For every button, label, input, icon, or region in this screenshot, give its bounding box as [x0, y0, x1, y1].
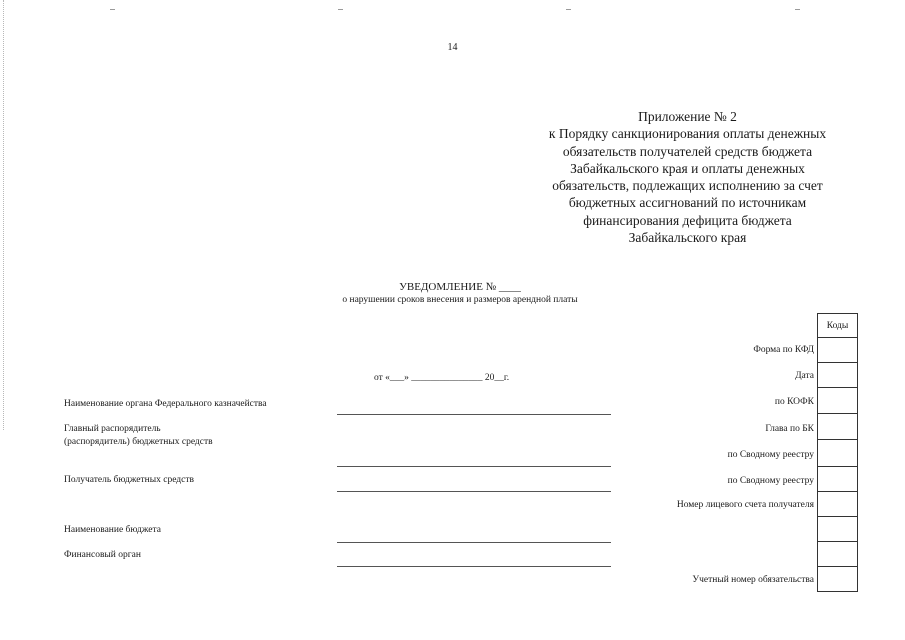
finance-underline: [337, 566, 611, 567]
page-number: 14: [447, 42, 458, 53]
code-cell-empty-1: [817, 516, 858, 542]
treasury-underline: [337, 414, 611, 415]
recipient-underline: [337, 491, 611, 492]
manager-label: Главный распорядитель: [64, 424, 161, 434]
scan-mark: [795, 9, 800, 10]
treasury-label: Наименование органа Федерального казначейства: [64, 399, 267, 409]
code-cell-registry-2: [817, 466, 858, 492]
obligation-label: Учетный номер обязательства: [692, 575, 814, 585]
code-cell-registry-1: [817, 439, 858, 467]
code-cell-kofk: [817, 387, 858, 414]
recipient-label: Получатель бюджетных средств: [64, 475, 194, 485]
kofk-label: по КОФК: [774, 397, 814, 407]
appendix-line: Приложение № 2: [638, 109, 737, 124]
bk-label: Глава по БК: [765, 424, 814, 434]
codes-header-cell: [817, 313, 858, 338]
code-cell-form: [817, 337, 858, 363]
appendix-header: [530, 108, 845, 246]
date-line: от «___» _______________ 20__г.: [374, 373, 510, 383]
appendix-line: финансирования дефицита бюджета: [583, 212, 792, 228]
code-cell-bk: [817, 413, 858, 440]
appendix-line: к Порядку санкционирования оплаты денежных: [548, 126, 827, 142]
registry-label-2: по Сводному реестру: [727, 476, 814, 486]
finance-label: Финансовый орган: [64, 550, 141, 560]
appendix-line: бюджетных ассигнований по источникам: [568, 195, 807, 211]
code-cell-obligation: [817, 566, 858, 592]
scan-edge: [3, 0, 5, 430]
code-cell-empty-2: [817, 541, 858, 567]
budget-label: Наименование бюджета: [64, 525, 161, 535]
appendix-line: обязательств получателей средств бюджета: [562, 143, 813, 159]
document-subtitle: о нарушении сроков внесения и размеров арендной платы: [342, 295, 578, 305]
scan-mark: [110, 9, 115, 10]
form-label: Форма по КФД: [753, 345, 814, 355]
manager-underline: [337, 466, 611, 467]
account-label: Номер лицевого счета получателя: [676, 500, 814, 510]
scan-mark: [566, 9, 571, 10]
scan-mark: [338, 9, 343, 10]
appendix-line: Забайкальского края и оплаты денежных: [570, 160, 805, 176]
code-cell-date: [817, 362, 858, 388]
document-title: УВЕДОМЛЕНИЕ № ____: [399, 281, 521, 293]
code-cell-account: [817, 491, 858, 517]
manager-label-sub: (распорядитель) бюджетных средств: [64, 437, 213, 447]
budget-underline: [337, 542, 611, 543]
codes-header: Коды: [826, 321, 849, 331]
appendix-line: обязательств, подлежащих исполнению за счет: [552, 178, 823, 194]
date-label: Дата: [795, 371, 814, 381]
registry-label-1: по Сводному реестру: [727, 450, 814, 460]
appendix-line: Забайкальского края: [628, 230, 747, 246]
